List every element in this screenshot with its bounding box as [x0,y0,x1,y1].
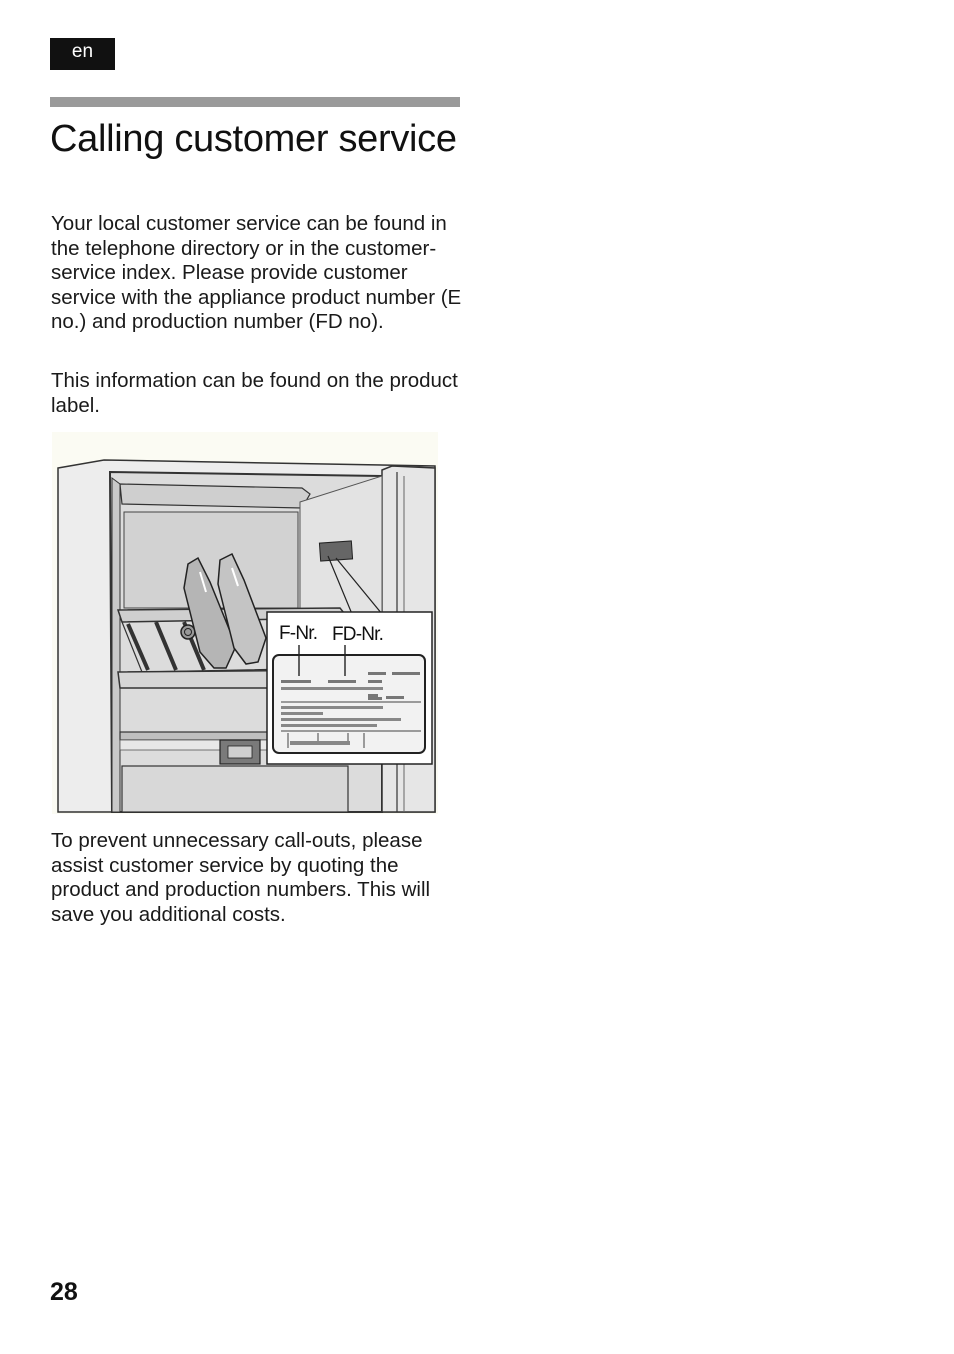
label-info-paragraph: This information can be found on the product label. [51,369,458,417]
callout-advice-paragraph: To prevent unnecessary call-outs, please assist customer service by quoting the product and production numbers. This will save you additional costs. [51,829,431,926]
page-title: Calling customer service [50,118,457,160]
production-number-callout: FD-Nr. [332,624,384,645]
intro-paragraph: Your local customer service can be found in the telephone directory or in the customer-service index. Please provide customer service with the appliance product number (E no.) and production number (FD no). [51,212,462,333]
language-tab: en [50,38,115,70]
page-number: 28 [50,1278,78,1306]
product-number-callout: F-Nr. [279,623,318,644]
appliance-label-illustration [52,432,438,814]
section-rule [50,97,460,107]
